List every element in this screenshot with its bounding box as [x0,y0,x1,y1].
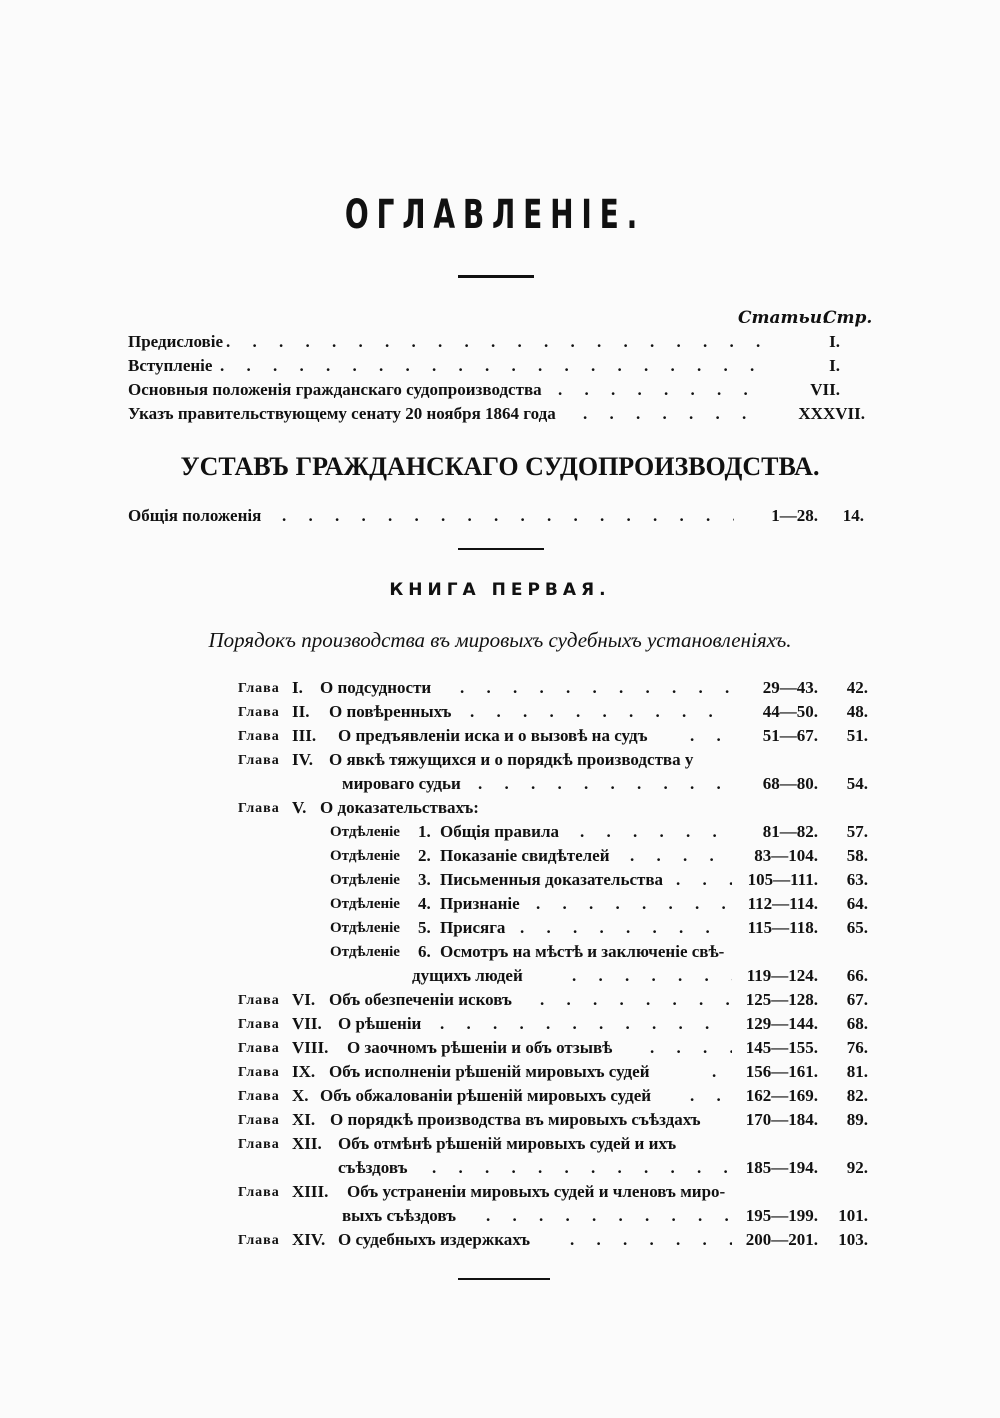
toc-page: 82. [846,1086,868,1105]
leader-dots [540,988,732,1012]
leader-dots [282,504,734,528]
toc-articles: 29—43. [762,678,818,697]
toc-page: 89. [846,1110,868,1129]
toc-page: VII. [810,380,840,399]
toc-page: 92. [846,1158,868,1177]
toc-articles: 162—169. [745,1086,818,1105]
section-word: Отдѣленіе [330,896,400,912]
toc-row [0,1012,1000,1036]
toc-label: Осмотръ на мѣстѣ и заключеніе свѣ- [440,942,725,961]
toc-label: О рѣшеніи [338,1014,422,1033]
glava-word: Глава [238,1065,280,1080]
glava-word: Глава [238,1113,280,1128]
glava-word: Глава [238,1137,280,1152]
glava-word: Глава [238,1233,280,1248]
toc-label: Объ отмѣнѣ рѣшеній мировыхъ судей и ихъ [338,1134,677,1153]
toc-articles: 68—80. [762,774,818,793]
toc-page: 101. [838,1206,868,1225]
toc-page: 81. [846,1062,868,1081]
leader-dots [460,676,732,700]
toc-articles: 145—155. [745,1038,818,1057]
toc-row [0,1180,1000,1204]
toc-page: 14. [842,506,864,525]
leader-dots [650,1036,732,1060]
chapter-number: III. [292,726,317,745]
toc-label: О явкѣ тяжущихся и о порядкѣ производства у [329,750,694,769]
glava-word: Глава [238,1017,280,1032]
toc-articles: 1—28. [771,506,818,525]
leader-dots [520,916,732,940]
toc-page: XXXVII. [798,404,865,423]
toc-row [0,676,1000,700]
toc-page: 42. [846,678,868,697]
toc-row [0,1156,1000,1180]
toc-articles: 156—161. [745,1062,818,1081]
leader-dots [690,724,732,748]
section-number: 2. [418,846,431,865]
toc-row [0,330,1000,354]
toc-articles: 105—111. [747,870,818,889]
glava-word: Глава [238,729,280,744]
toc-articles: 129—144. [745,1014,818,1033]
title-rule [458,275,534,278]
leader-dots [220,354,762,378]
leader-dots [432,1156,732,1180]
toc-articles: 81—82. [762,822,818,841]
section-word: Отдѣленіе [330,920,400,936]
toc-page: 103. [838,1230,868,1249]
toc-page: I. [829,332,840,351]
leader-dots [570,1228,732,1252]
chapter-number: I. [292,678,303,697]
chapter-number: VI. [292,990,316,1009]
toc-row [0,1108,1000,1132]
glava-word: Глава [238,753,280,768]
toc-label: Признаніе [440,894,520,913]
leader-dots [536,892,732,916]
toc-page: 65. [846,918,868,937]
glava-word: Глава [238,1041,280,1056]
toc-row [0,1036,1000,1060]
toc-row [0,964,1000,988]
chapter-number: X. [292,1086,309,1105]
toc-page: 57. [846,822,868,841]
chapter-number: XIV. [292,1230,326,1249]
toc-page: 51. [846,726,868,745]
toc-label-cont: мироваго судьи [342,774,461,793]
leader-dots [580,820,732,844]
toc-label: О судебныхъ издержкахъ [338,1230,530,1249]
toc-page: 76. [846,1038,868,1057]
leader-dots [440,1012,732,1036]
section-number: 1. [418,822,431,841]
toc-articles: 51—67. [762,726,818,745]
toc-articles: 195—199. [745,1206,818,1225]
toc-row [0,988,1000,1012]
chapter-number: V. [292,798,307,817]
toc-label: Предисловіе [128,332,224,351]
toc-row-general [0,504,1000,528]
toc-articles: 170—184. [745,1110,818,1129]
toc-label: О доказательствахъ: [320,798,479,817]
toc-row [0,916,1000,940]
leader-dots [583,402,762,426]
chapter-number: II. [292,702,310,721]
leader-dots [470,700,732,724]
leader-dots [226,330,762,354]
leader-dots [676,868,732,892]
leader-dots [486,1204,732,1228]
toc-articles: 44—50. [762,702,818,721]
book-title: КНИГА ПЕРВАЯ. [389,580,611,600]
toc-articles: 200—201. [745,1230,818,1249]
col-header-pages: Стр. [823,308,873,328]
toc-page: 54. [846,774,868,793]
page-title: ОГЛАВЛЕНІЕ. [344,192,646,238]
toc-page: I. [829,356,840,375]
chapter-number: IV. [292,750,313,769]
toc-page: 64. [846,894,868,913]
section-word: Отдѣленіе [330,944,400,960]
toc-articles: 115—118. [747,918,818,937]
toc-label: О подсудности [320,678,432,697]
toc-label: Вступленіе [128,356,213,375]
toc-page: 68. [846,1014,868,1033]
toc-label-cont: съѣздовъ [338,1158,408,1177]
toc-row [0,772,1000,796]
col-header-articles: Статьи. [738,308,829,328]
section-word: Отдѣленіе [330,824,400,840]
chapter-number: XII. [292,1134,322,1153]
book-subtitle: Порядокъ производства въ мировыхъ судебныхъ установленіяхъ. [208,628,792,652]
toc-label: Основныя положенія гражданскаго судопроизводства [128,380,542,399]
toc-row [0,796,1000,820]
toc-label: Объ обжалованіи рѣшеній мировыхъ судей [320,1086,652,1105]
leader-dots [478,772,732,796]
chapter-number: IX. [292,1062,316,1081]
end-rule [458,1278,550,1280]
chapter-number: XI. [292,1110,316,1129]
toc-label: О предъявленіи иска и о вызовѣ на судъ [338,726,648,745]
glava-word: Глава [238,705,280,720]
toc-label-cont: выхъ съѣздовъ [342,1206,456,1225]
leader-dots [630,844,732,868]
toc-page: 48. [846,702,868,721]
toc-articles: 185—194. [745,1158,818,1177]
toc-label: Общія положенія [128,506,262,525]
section-word: Отдѣленіе [330,872,400,888]
toc-label: О порядкѣ производства въ мировыхъ съѣздахъ [330,1110,701,1129]
chapter-number: VII. [292,1014,322,1033]
toc-label: Присяга [440,918,506,937]
toc-label: Общія правила [440,822,560,841]
toc-row [0,402,1000,426]
section-rule [458,548,544,550]
toc-label: О повѣренныхъ [329,702,452,721]
glava-word: Глава [238,993,280,1008]
toc-row [0,1084,1000,1108]
toc-row [0,748,1000,772]
toc-row [0,892,1000,916]
glava-word: Глава [238,801,280,816]
toc-label: Письменныя доказательства [440,870,664,889]
glava-word: Глава [238,681,280,696]
toc-articles: 125—128. [745,990,818,1009]
toc-label: Объ исполненіи рѣшеній мировыхъ судей [329,1062,650,1081]
leader-dots [572,964,732,988]
section-word: Отдѣленіе [330,848,400,864]
statute-title: УСТАВЪ ГРАЖДАНСКАГО СУДОПРОИЗВОДСТВА. [180,452,820,481]
toc-row [0,354,1000,378]
toc-row [0,1228,1000,1252]
toc-articles: 119—124. [746,966,818,985]
toc-row [0,1060,1000,1084]
section-number: 6. [418,942,431,961]
toc-page: 66. [846,966,868,985]
toc-articles: 83—104. [754,846,818,865]
toc-row [0,1132,1000,1156]
toc-row [0,844,1000,868]
toc-label: Объ устраненіи мировыхъ судей и членовъ миро- [347,1182,726,1201]
leader-dots [690,1084,732,1108]
toc-label: О заочномъ рѣшеніи и объ отзывѣ [347,1038,613,1057]
section-number: 3. [418,870,431,889]
leader-dots [558,378,762,402]
section-number: 4. [418,894,431,913]
toc-label-cont: дущихъ людей [412,966,523,985]
toc-articles: 112—114. [747,894,818,913]
toc-row [0,1204,1000,1228]
section-number: 5. [418,918,431,937]
toc-page: 67. [846,990,868,1009]
toc-row [0,700,1000,724]
toc-row [0,724,1000,748]
glava-word: Глава [238,1089,280,1104]
toc-page: 58. [846,846,868,865]
toc-row [0,868,1000,892]
chapter-number: XIII. [292,1182,329,1201]
toc-row [0,378,1000,402]
toc-page: 63. [846,870,868,889]
glava-word: Глава [238,1185,280,1200]
toc-row [0,820,1000,844]
toc-row [0,940,1000,964]
toc-label: Объ обезпеченіи исковъ [329,990,512,1009]
toc-label: Указъ правительствующему сенату 20 ноября 1864 года [128,404,556,423]
chapter-number: VIII. [292,1038,329,1057]
toc-label: Показаніе свидѣтелей [440,846,610,865]
